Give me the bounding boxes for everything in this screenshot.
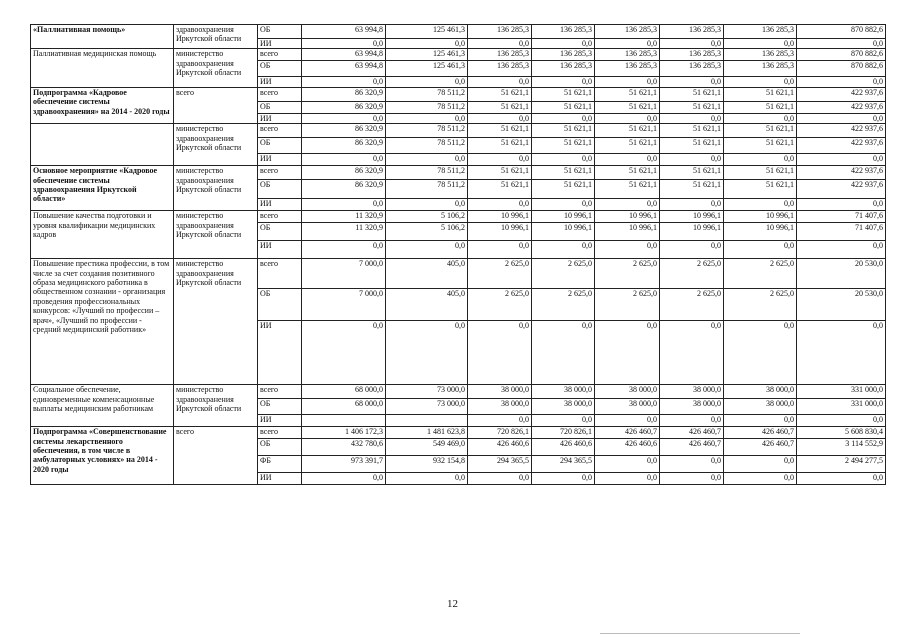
year-value-cell: 38 000,0 [468, 385, 532, 399]
year-value-cell: 426 460,6 [595, 439, 660, 456]
total-value-cell: 0,0 [797, 77, 886, 87]
table-row [31, 259, 886, 289]
year-value-cell: 405,0 [386, 259, 468, 289]
year-value-cell: 38 000,0 [595, 399, 660, 415]
activity-name-cell: Повышение качества подготовки и уровня квалификации медицинских кадров [31, 211, 174, 259]
year-value-cell: 125 461,3 [386, 49, 468, 61]
year-value-cell: 0,0 [532, 199, 595, 211]
total-value-cell: 0,0 [797, 321, 886, 385]
year-value-cell: 0,0 [595, 39, 660, 49]
year-value-cell: 426 460,7 [660, 427, 724, 439]
year-value-cell: 86 320,9 [302, 87, 386, 101]
responsible-cell: здравоохранения Иркутской области [174, 25, 258, 49]
year-value-cell: 0,0 [302, 241, 386, 259]
total-value-cell: 0,0 [797, 415, 886, 427]
funding-source-cell: всего [258, 87, 302, 101]
responsible-cell: министерство здравоохранения Иркутской области [174, 124, 258, 166]
total-value-cell: 870 882,6 [797, 61, 886, 77]
year-value-cell: 426 460,7 [660, 439, 724, 456]
total-value-cell: 422 937,6 [797, 101, 886, 113]
total-value-cell: 870 882,6 [797, 25, 886, 39]
year-value-cell: 78 511,2 [386, 101, 468, 113]
total-value-cell: 331 000,0 [797, 399, 886, 415]
year-value-cell: 51 621,1 [660, 138, 724, 154]
total-value-cell: 422 937,6 [797, 180, 886, 199]
year-value-cell: 0,0 [302, 473, 386, 485]
funding-source-cell: всего [258, 427, 302, 439]
year-value-cell: 426 460,7 [724, 427, 797, 439]
year-value-cell: 136 285,3 [595, 61, 660, 77]
year-value-cell: 0,0 [595, 415, 660, 427]
table-row [31, 385, 886, 399]
table-row [31, 49, 886, 61]
year-value-cell: 0,0 [302, 321, 386, 385]
year-value-cell: 11 320,9 [302, 211, 386, 223]
year-value-cell: 51 621,1 [532, 166, 595, 180]
funding-source-cell: ИИ [258, 415, 302, 427]
year-value-cell: 0,0 [595, 77, 660, 87]
year-value-cell: 136 285,3 [532, 61, 595, 77]
year-value-cell: 86 320,9 [302, 138, 386, 154]
funding-source-cell: ИИ [258, 241, 302, 259]
year-value-cell: 973 391,7 [302, 456, 386, 473]
year-value-cell: 51 621,1 [595, 166, 660, 180]
year-value-cell: 136 285,3 [724, 25, 797, 39]
year-value-cell: 0,0 [595, 241, 660, 259]
year-value-cell: 0,0 [724, 456, 797, 473]
year-value-cell: 38 000,0 [724, 385, 797, 399]
year-value-cell: 51 621,1 [468, 87, 532, 101]
year-value-cell: 0,0 [468, 199, 532, 211]
year-value-cell: 932 154,8 [386, 456, 468, 473]
year-value-cell: 0,0 [724, 77, 797, 87]
year-value-cell: 73 000,0 [386, 399, 468, 415]
year-value-cell: 426 460,7 [595, 427, 660, 439]
activity-name-cell: Социальное обеспечение, единовременные компенсационные выплаты медицинским работникам [31, 385, 174, 427]
year-value-cell: 2 625,0 [724, 259, 797, 289]
year-value-cell: 136 285,3 [468, 25, 532, 39]
year-value-cell: 63 994,8 [302, 49, 386, 61]
year-value-cell: 51 621,1 [724, 101, 797, 113]
funding-source-cell: ОБ [258, 289, 302, 321]
year-value-cell: 86 320,9 [302, 124, 386, 138]
year-value-cell: 51 621,1 [724, 124, 797, 138]
year-value-cell: 125 461,3 [386, 61, 468, 77]
year-value-cell: 51 621,1 [532, 138, 595, 154]
year-value-cell: 0,0 [724, 199, 797, 211]
year-value-cell: 11 320,9 [302, 223, 386, 241]
year-value-cell: 0,0 [468, 77, 532, 87]
total-value-cell: 422 937,6 [797, 138, 886, 154]
year-value-cell: 5 106,2 [386, 223, 468, 241]
year-value-cell: 2 625,0 [595, 259, 660, 289]
funding-source-cell: ОБ [258, 399, 302, 415]
year-value-cell: 2 625,0 [724, 289, 797, 321]
year-value-cell: 51 621,1 [532, 180, 595, 199]
total-value-cell: 71 407,6 [797, 223, 886, 241]
funding-source-cell: всего [258, 211, 302, 223]
responsible-cell: министерство здравоохранения Иркутской области [174, 166, 258, 211]
activity-name-cell: Подпрограмма «Совершенствование системы лекарственного обеспечения, в том числе в амбулаторных условиях» на 2014 - 2020 годы [31, 427, 174, 485]
year-value-cell: 2 625,0 [468, 259, 532, 289]
year-value-cell: 0,0 [532, 77, 595, 87]
funding-source-cell: ИИ [258, 113, 302, 123]
year-value-cell: 0,0 [532, 154, 595, 166]
year-value-cell: 51 621,1 [660, 87, 724, 101]
year-value-cell: 136 285,3 [532, 25, 595, 39]
year-value-cell: 10 996,1 [532, 223, 595, 241]
year-value-cell: 51 621,1 [595, 87, 660, 101]
year-value-cell: 73 000,0 [386, 385, 468, 399]
year-value-cell: 136 285,3 [595, 25, 660, 39]
funding-source-cell: ФБ [258, 456, 302, 473]
year-value-cell: 549 469,0 [386, 439, 468, 456]
total-value-cell: 0,0 [797, 199, 886, 211]
year-value-cell: 51 621,1 [532, 87, 595, 101]
year-value-cell: 0,0 [302, 154, 386, 166]
activity-name-cell: «Паллиативная помощь» [31, 25, 174, 49]
year-value-cell: 51 621,1 [468, 124, 532, 138]
year-value-cell: 720 826,1 [468, 427, 532, 439]
year-value-cell: 78 511,2 [386, 166, 468, 180]
funding-source-cell: ОБ [258, 61, 302, 77]
year-value-cell: 86 320,9 [302, 101, 386, 113]
year-value-cell: 1 406 172,3 [302, 427, 386, 439]
year-value-cell: 0,0 [302, 113, 386, 123]
year-value-cell: 136 285,3 [660, 49, 724, 61]
year-value-cell: 51 621,1 [595, 101, 660, 113]
year-value-cell: 68 000,0 [302, 399, 386, 415]
year-value-cell: 2 625,0 [468, 289, 532, 321]
year-value-cell: 0,0 [660, 77, 724, 87]
year-value-cell: 38 000,0 [595, 385, 660, 399]
funding-source-cell: всего [258, 166, 302, 180]
year-value-cell: 51 621,1 [468, 138, 532, 154]
total-value-cell: 20 530,0 [797, 259, 886, 289]
table-row [31, 427, 886, 439]
funding-source-cell: ОБ [258, 180, 302, 199]
total-value-cell: 422 937,6 [797, 166, 886, 180]
year-value-cell: 136 285,3 [660, 61, 724, 77]
year-value-cell: 0,0 [660, 113, 724, 123]
year-value-cell: 0,0 [468, 473, 532, 485]
year-value-cell: 0,0 [302, 39, 386, 49]
total-value-cell: 0,0 [797, 113, 886, 123]
year-value-cell: 0,0 [386, 113, 468, 123]
year-value-cell: 0,0 [532, 321, 595, 385]
activity-name-cell: Повышение престижа профессии, в том числе за счет создания позитивного образа медицинского работника в общественном сознании - организация проведения профессиональных конкурсов: «Лучший по профессии – врач», «Лучший по профессии - средний медицинский работник» [31, 259, 174, 385]
year-value-cell: 136 285,3 [468, 61, 532, 77]
year-value-cell: 38 000,0 [660, 385, 724, 399]
year-value-cell: 136 285,3 [724, 61, 797, 77]
page-number: 12 [447, 598, 458, 610]
funding-source-cell: ИИ [258, 39, 302, 49]
year-value-cell: 0,0 [532, 241, 595, 259]
year-value-cell: 0,0 [532, 473, 595, 485]
year-value-cell: 0,0 [660, 154, 724, 166]
year-value-cell: 38 000,0 [532, 385, 595, 399]
year-value-cell: 0,0 [660, 39, 724, 49]
year-value-cell: 10 996,1 [468, 211, 532, 223]
year-value-cell: 0,0 [660, 241, 724, 259]
year-value-cell: 0,0 [532, 39, 595, 49]
funding-source-cell: ОБ [258, 101, 302, 113]
year-value-cell: 63 994,8 [302, 25, 386, 39]
year-value-cell: 0,0 [724, 154, 797, 166]
year-value-cell: 10 996,1 [595, 211, 660, 223]
total-value-cell: 422 937,6 [797, 87, 886, 101]
funding-source-cell: всего [258, 49, 302, 61]
total-value-cell: 0,0 [797, 39, 886, 49]
year-value-cell: 0,0 [386, 199, 468, 211]
responsible-cell: министерство здравоохранения Иркутской области [174, 259, 258, 385]
year-value-cell: 86 320,9 [302, 166, 386, 180]
year-value-cell: 0,0 [532, 113, 595, 123]
year-value-cell: 0,0 [595, 154, 660, 166]
year-value-cell: 78 511,2 [386, 87, 468, 101]
funding-source-cell: ИИ [258, 321, 302, 385]
year-value-cell: 0,0 [724, 39, 797, 49]
year-value-cell: 294 365,5 [468, 456, 532, 473]
year-value-cell: 136 285,3 [660, 25, 724, 39]
year-value-cell: 51 621,1 [468, 101, 532, 113]
year-value-cell: 0,0 [532, 415, 595, 427]
year-value-cell: 0,0 [660, 199, 724, 211]
year-value-cell: 0,0 [302, 199, 386, 211]
year-value-cell: 51 621,1 [660, 101, 724, 113]
total-value-cell: 0,0 [797, 241, 886, 259]
year-value-cell [302, 415, 386, 427]
year-value-cell: 51 621,1 [532, 101, 595, 113]
activity-name-cell: Паллиативная медицинская помощь [31, 49, 174, 87]
total-value-cell: 2 494 277,5 [797, 456, 886, 473]
scan-artifact-line [600, 633, 800, 634]
year-value-cell [386, 415, 468, 427]
activity-name-cell: Основное мероприятие «Кадровое обеспечение системы здравоохранения Иркутской области» [31, 166, 174, 211]
year-value-cell: 426 460,6 [532, 439, 595, 456]
activity-name-cell: Подпрограмма «Кадровое обеспечение системы здравоохранения» на 2014 - 2020 годы [31, 87, 174, 123]
year-value-cell: 7 000,0 [302, 259, 386, 289]
year-value-cell: 10 996,1 [468, 223, 532, 241]
year-value-cell: 0,0 [660, 456, 724, 473]
year-value-cell: 10 996,1 [724, 223, 797, 241]
year-value-cell: 5 106,2 [386, 211, 468, 223]
year-value-cell: 2 625,0 [660, 259, 724, 289]
year-value-cell: 0,0 [660, 321, 724, 385]
year-value-cell: 0,0 [386, 39, 468, 49]
year-value-cell: 10 996,1 [660, 223, 724, 241]
funding-source-cell: ОБ [258, 25, 302, 39]
year-value-cell: 136 285,3 [532, 49, 595, 61]
year-value-cell: 38 000,0 [660, 399, 724, 415]
year-value-cell: 0,0 [386, 154, 468, 166]
year-value-cell: 0,0 [724, 113, 797, 123]
year-value-cell: 51 621,1 [660, 124, 724, 138]
funding-source-cell: ИИ [258, 77, 302, 87]
year-value-cell: 294 365,5 [532, 456, 595, 473]
total-value-cell: 71 407,6 [797, 211, 886, 223]
year-value-cell: 51 621,1 [724, 166, 797, 180]
funding-source-cell: всего [258, 259, 302, 289]
funding-source-cell: всего [258, 385, 302, 399]
funding-source-cell: ОБ [258, 138, 302, 154]
year-value-cell: 0,0 [386, 77, 468, 87]
year-value-cell: 10 996,1 [532, 211, 595, 223]
year-value-cell: 0,0 [595, 321, 660, 385]
year-value-cell: 63 994,8 [302, 61, 386, 77]
funding-source-cell: ОБ [258, 439, 302, 456]
table-row [31, 87, 886, 101]
activity-name-cell [31, 124, 174, 166]
year-value-cell: 2 625,0 [532, 259, 595, 289]
year-value-cell: 0,0 [386, 473, 468, 485]
year-value-cell: 0,0 [724, 241, 797, 259]
year-value-cell: 51 621,1 [532, 124, 595, 138]
funding-source-cell: всего [258, 124, 302, 138]
year-value-cell: 0,0 [724, 321, 797, 385]
year-value-cell: 0,0 [595, 456, 660, 473]
year-value-cell: 51 621,1 [595, 180, 660, 199]
table-row [31, 124, 886, 138]
year-value-cell: 10 996,1 [595, 223, 660, 241]
year-value-cell: 78 511,2 [386, 124, 468, 138]
year-value-cell: 10 996,1 [660, 211, 724, 223]
year-value-cell: 38 000,0 [532, 399, 595, 415]
year-value-cell: 51 621,1 [595, 124, 660, 138]
funding-source-cell: ИИ [258, 154, 302, 166]
year-value-cell: 136 285,3 [724, 49, 797, 61]
year-value-cell: 7 000,0 [302, 289, 386, 321]
year-value-cell: 125 461,3 [386, 25, 468, 39]
year-value-cell: 0,0 [724, 415, 797, 427]
budget-table [30, 24, 886, 485]
year-value-cell: 0,0 [468, 415, 532, 427]
funding-source-cell: ИИ [258, 199, 302, 211]
table-row [31, 211, 886, 223]
year-value-cell: 0,0 [660, 473, 724, 485]
year-value-cell: 51 621,1 [660, 180, 724, 199]
funding-source-cell: ИИ [258, 473, 302, 485]
year-value-cell: 1 481 623,8 [386, 427, 468, 439]
year-value-cell: 0,0 [468, 39, 532, 49]
year-value-cell: 51 621,1 [724, 87, 797, 101]
responsible-cell: всего [174, 427, 258, 485]
year-value-cell: 0,0 [386, 321, 468, 385]
year-value-cell: 0,0 [302, 77, 386, 87]
year-value-cell: 405,0 [386, 289, 468, 321]
year-value-cell: 0,0 [660, 415, 724, 427]
total-value-cell: 20 530,0 [797, 289, 886, 321]
year-value-cell: 426 460,6 [468, 439, 532, 456]
year-value-cell: 0,0 [595, 473, 660, 485]
year-value-cell: 86 320,9 [302, 180, 386, 199]
year-value-cell: 51 621,1 [724, 138, 797, 154]
year-value-cell: 0,0 [595, 199, 660, 211]
table-row [31, 25, 886, 39]
year-value-cell: 38 000,0 [468, 399, 532, 415]
total-value-cell: 5 608 830,4 [797, 427, 886, 439]
year-value-cell: 136 285,3 [468, 49, 532, 61]
year-value-cell: 0,0 [386, 241, 468, 259]
year-value-cell: 51 621,1 [660, 166, 724, 180]
year-value-cell: 38 000,0 [724, 399, 797, 415]
year-value-cell: 51 621,1 [595, 138, 660, 154]
year-value-cell: 136 285,3 [595, 49, 660, 61]
year-value-cell: 2 625,0 [532, 289, 595, 321]
year-value-cell: 0,0 [468, 241, 532, 259]
year-value-cell: 432 780,6 [302, 439, 386, 456]
year-value-cell: 78 511,2 [386, 138, 468, 154]
total-value-cell: 3 114 552,9 [797, 439, 886, 456]
total-value-cell: 0,0 [797, 154, 886, 166]
year-value-cell: 51 621,1 [468, 166, 532, 180]
year-value-cell: 68 000,0 [302, 385, 386, 399]
year-value-cell: 0,0 [724, 473, 797, 485]
year-value-cell: 720 826,1 [532, 427, 595, 439]
year-value-cell: 51 621,1 [724, 180, 797, 199]
funding-source-cell: ОБ [258, 223, 302, 241]
year-value-cell: 0,0 [595, 113, 660, 123]
responsible-cell: министерство здравоохранения Иркутской области [174, 211, 258, 259]
responsible-cell: всего [174, 87, 258, 123]
year-value-cell: 0,0 [468, 321, 532, 385]
total-value-cell: 331 000,0 [797, 385, 886, 399]
total-value-cell: 870 882,6 [797, 49, 886, 61]
year-value-cell: 426 460,7 [724, 439, 797, 456]
responsible-cell: министерство здравоохранения Иркутской области [174, 385, 258, 427]
year-value-cell: 2 625,0 [595, 289, 660, 321]
total-value-cell: 0,0 [797, 473, 886, 485]
total-value-cell: 422 937,6 [797, 124, 886, 138]
year-value-cell: 2 625,0 [660, 289, 724, 321]
year-value-cell: 51 621,1 [468, 180, 532, 199]
year-value-cell: 0,0 [468, 154, 532, 166]
year-value-cell: 78 511,2 [386, 180, 468, 199]
table-row [31, 166, 886, 180]
year-value-cell: 10 996,1 [724, 211, 797, 223]
responsible-cell: министерство здравоохранения Иркутской области [174, 49, 258, 87]
year-value-cell: 0,0 [468, 113, 532, 123]
